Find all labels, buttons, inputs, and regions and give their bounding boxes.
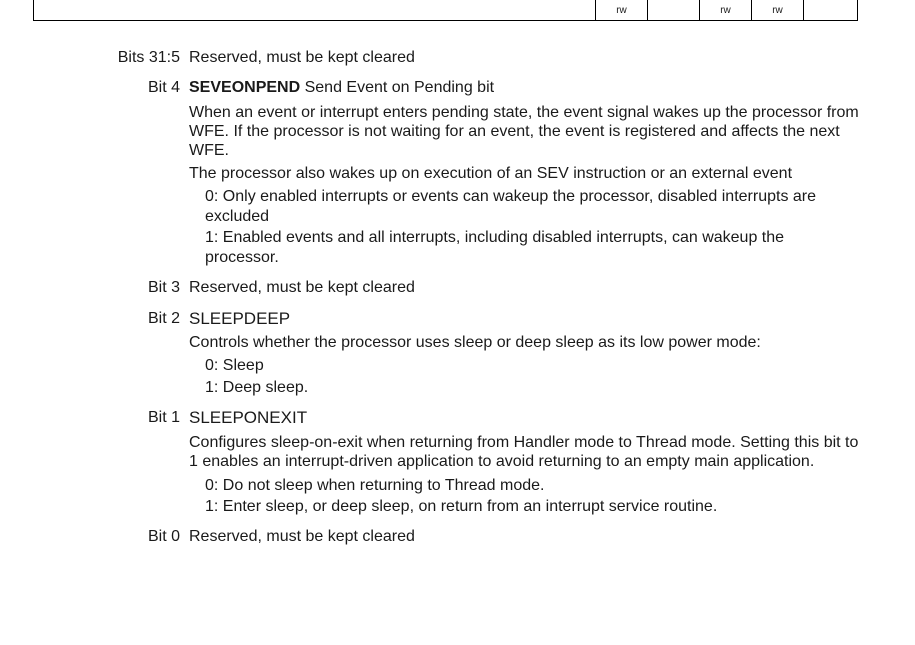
bit-4-option-1: 1: Enabled events and all interrupts, including disabled interrupts, can wakeup the (205, 229, 785, 246)
register-cell-access: rw (699, 0, 751, 20)
bit-1-desc-line: Configures sleep-on-exit when returning from Handler mode to Thread mode. Setting this bit to (189, 434, 859, 451)
register-cell-access (647, 0, 699, 20)
register-table (33, 0, 858, 21)
bit-4-desc-line: When an event or interrupt enters pending state, the event signal wakes up the processor from (189, 104, 859, 121)
bit-0-text: Reserved, must be kept cleared (189, 528, 415, 545)
bit-4-option-0-cont: excluded (205, 208, 270, 225)
bit-3-text: Reserved, must be kept cleared (189, 279, 415, 296)
bit-4-heading (189, 78, 494, 98)
bit-1-option-0: 0: Do not sleep when returning to Thread mode. (205, 477, 545, 494)
bit-4-label: Bit 4 (147, 79, 180, 96)
register-cell-access: rw (751, 0, 803, 20)
bit-2-option-1: 1: Deep sleep. (205, 379, 309, 396)
register-cell-access: rw (595, 0, 647, 20)
bit-4-option-0: 0: Only enabled interrupts or events can wakeup the processor, disabled interrupts are (205, 188, 817, 205)
bit-2-desc: Controls whether the processor uses sleep or deep sleep as its low power mode: (189, 334, 761, 351)
bit-1-label: Bit 1 (147, 409, 180, 426)
bit-4-name: SEVEONPEND (189, 79, 301, 96)
bits-31-5-text: Reserved, must be kept cleared (189, 49, 415, 66)
bit-4-title: Send Event on Pending bit (304, 79, 495, 96)
bit-2-name: SLEEPDEEP (189, 309, 291, 328)
bit-1-desc-line: 1 enables an interrupt-driven application to avoid returning to an empty main application. (189, 453, 815, 470)
bit-4-option-1-cont: processor. (205, 249, 279, 266)
bit-0-label: Bit 0 (147, 528, 180, 545)
bit-4-desc-line: WFE. If the processor is not waiting for an event, the event is registered and affects the next (189, 123, 840, 140)
bit-1-option-1: 1: Enter sleep, or deep sleep, on return from an interrupt service routine. (205, 498, 718, 515)
bit-2-option-0: 0: Sleep (205, 357, 264, 374)
bits-31-5-label: Bits 31:5 (117, 49, 180, 66)
bit-2-label: Bit 2 (147, 310, 180, 327)
bit-4-desc-line: WFE. (189, 142, 229, 159)
bit-3-label: Bit 3 (147, 279, 180, 296)
bit-1-name: SLEEPONEXIT (189, 408, 308, 427)
register-cell-access (803, 0, 857, 20)
bit-4-desc-line: The processor also wakes up on execution of an SEV instruction or an external event (189, 165, 793, 182)
